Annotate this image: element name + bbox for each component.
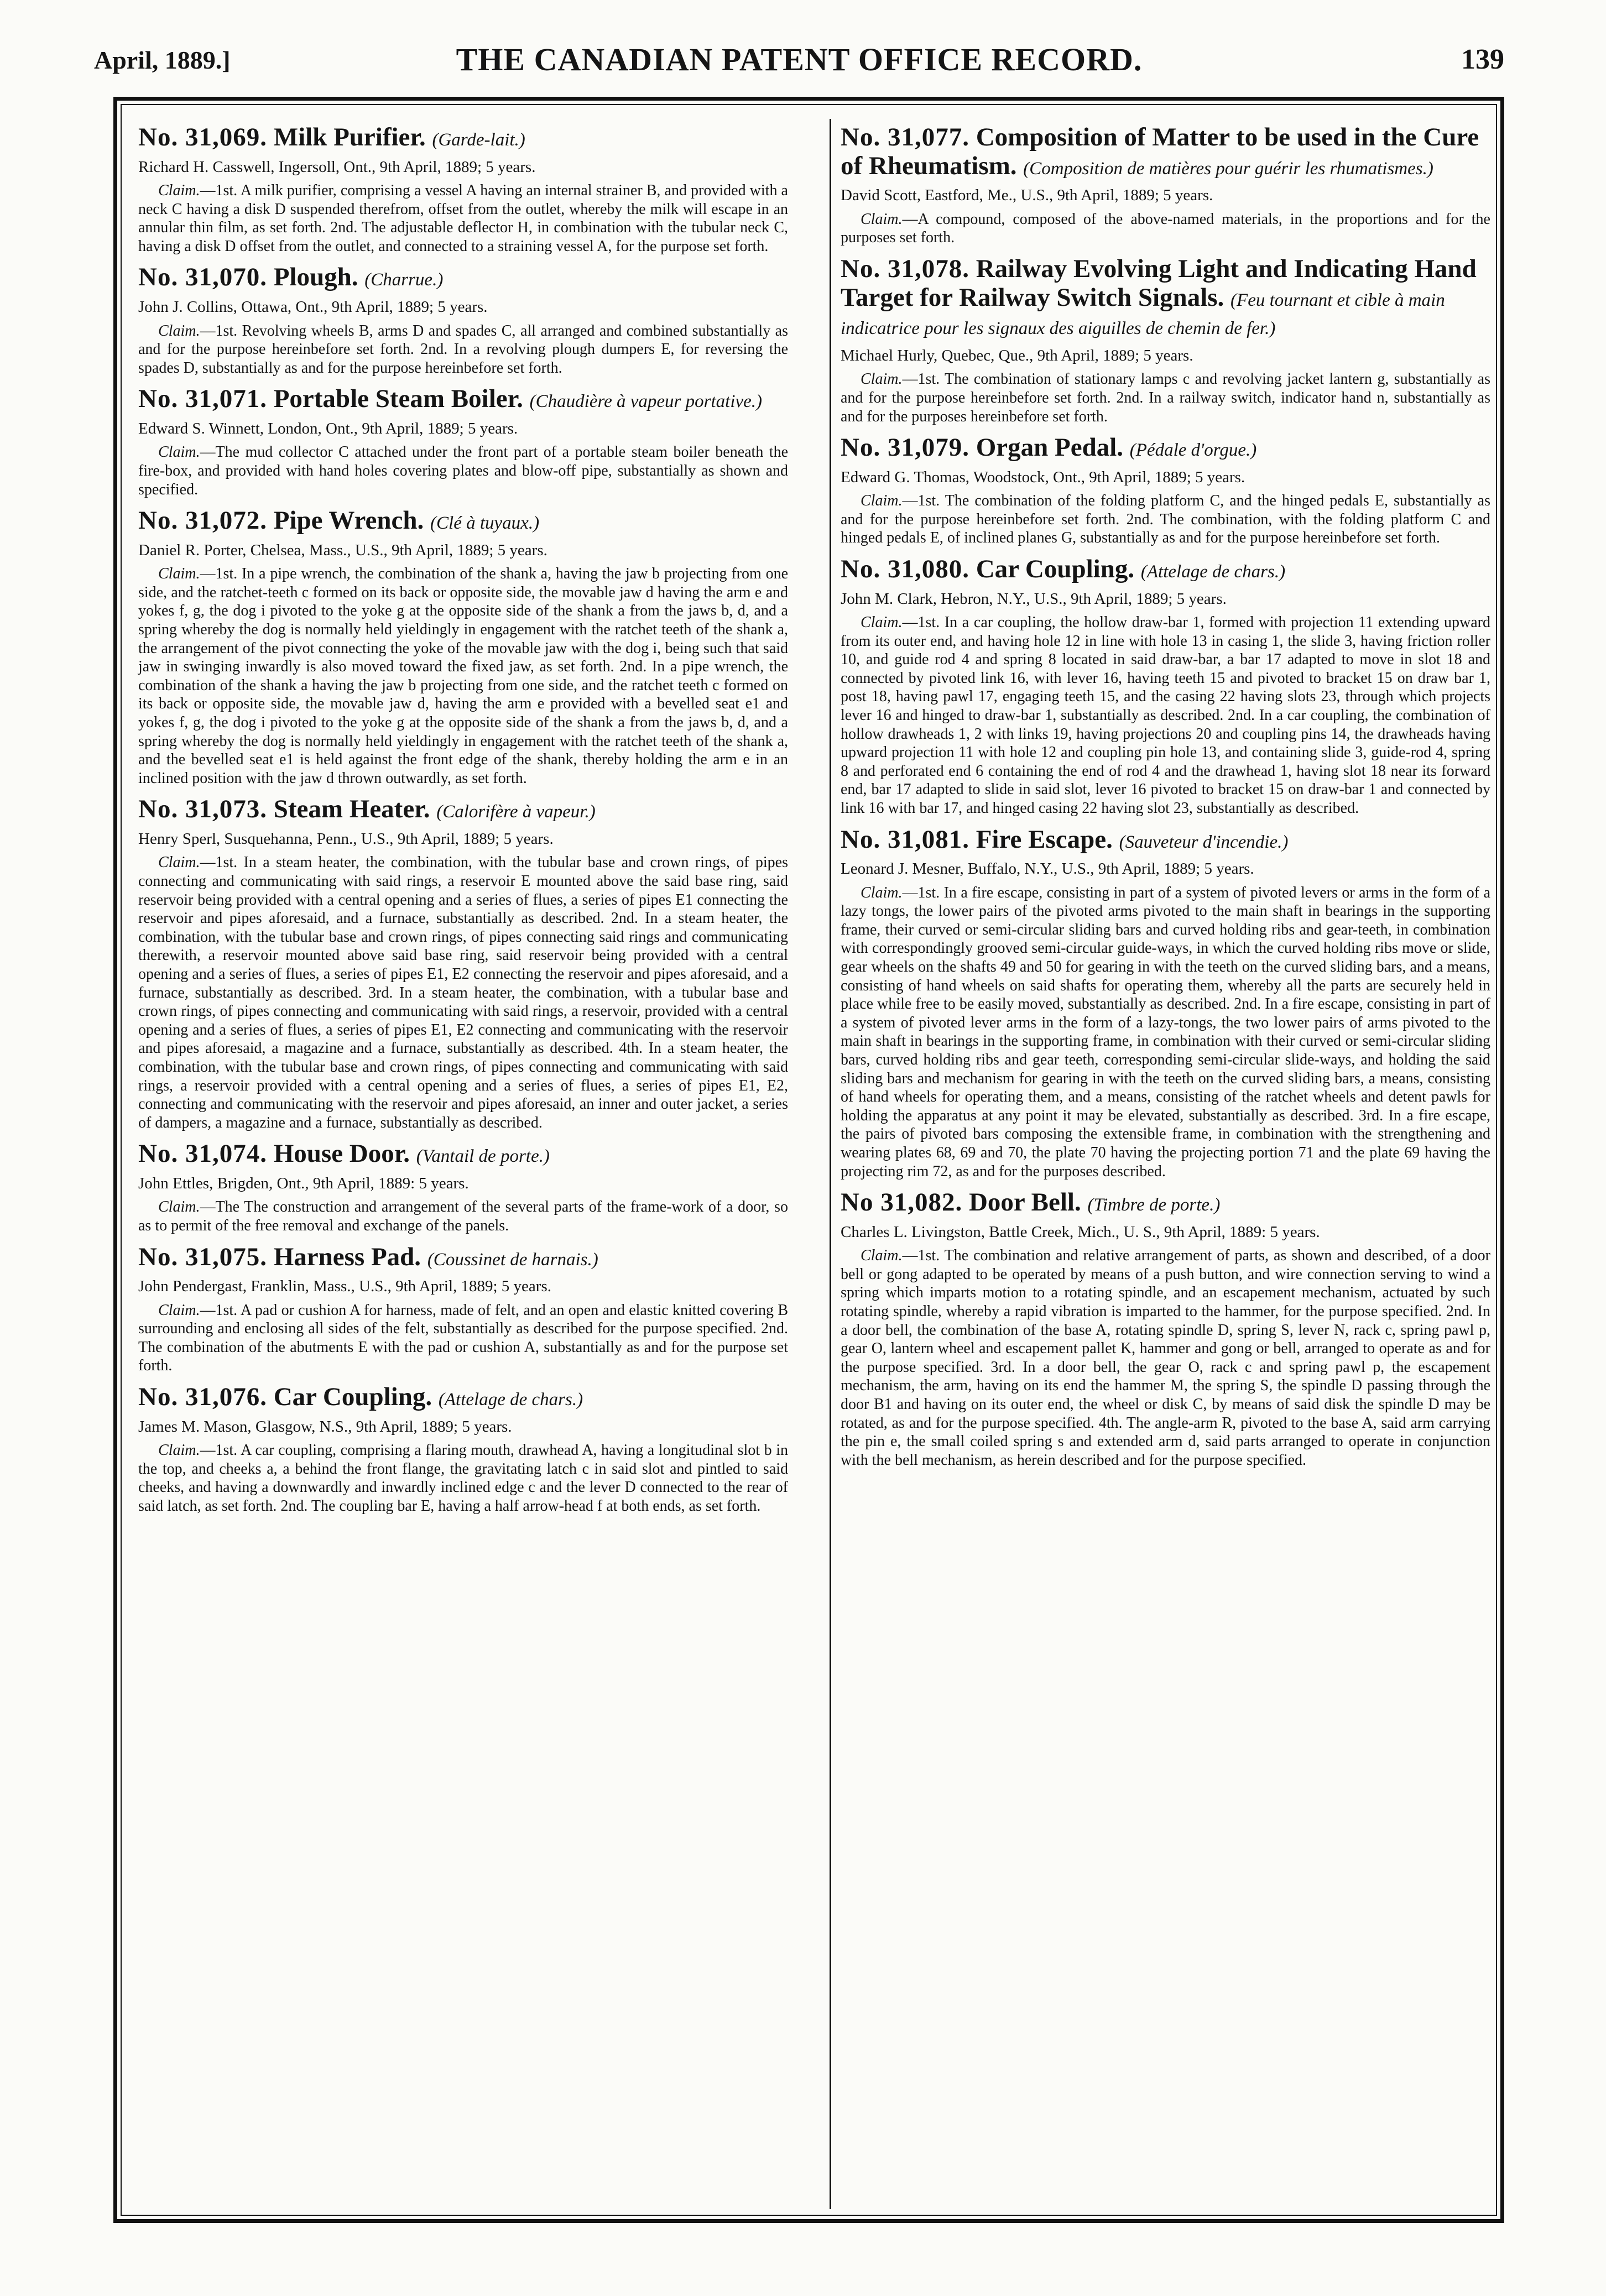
patent-heading (841, 555, 1490, 584)
patent-entry (138, 1140, 788, 1235)
claim-text (138, 443, 788, 499)
patent-number: No. 31,080. (841, 555, 969, 583)
patent-number: No. 31,070. (138, 263, 267, 292)
french-title: (Timbre de porte.) (1087, 1195, 1221, 1215)
claim-label: Claim. (158, 322, 200, 340)
patent-heading (841, 434, 1490, 462)
patent-title: Portable Steam Boiler. (273, 384, 523, 414)
claim-label: Claim. (861, 884, 903, 901)
inventor-line: Henry Sperl, Susquehanna, Penn., U.S., 9th April, 1889; 5 years. (138, 830, 554, 848)
patent-title: Car Coupling. (976, 555, 1135, 583)
french-title: (Charrue.) (364, 270, 444, 290)
claim-body: —1st. A milk purifier, comprising a vessel A having an internal strainer B, and provided with a neck C having a disk D suspended therefrom, offset from the outlet, whereby the milk will escape in an annular thin film, as set forth. 2nd. The adjustable deflector H, in combination with the tubular neck C, having a disk D offset from the outlet, and connected to a straining vessel A, for the purpose set forth. (138, 182, 788, 255)
french-title: (Attelage de chars.) (438, 1389, 583, 1410)
inventor-line: Richard H. Casswell, Ingersoll, Ont., 9th April, 1889; 5 years. (138, 158, 536, 176)
claim-text (841, 492, 1490, 547)
claim-text (841, 1246, 1490, 1469)
patent-number: No. 31,074. (138, 1139, 267, 1168)
claim-body: —1st. The combination and relative arrangement of parts, as shown and described, of a door bell or gong adapted to be operated by means of a push button, and wire connection serving to wind a spring which imparts motion to a rotating spindle, and an escapement mechanism, actuated by such rotating spindle, whereby a rapid vibration is imparted to the hammer, for the purpose specified. 2nd. In a door bell, the combination of the base A, rotating spindle D, spring S, lever N, rack c, spring pawl p, gear O, lantern wheel and escapement pallet K, hammer and gong or bell, arranged to operate as and for the purpose specified. 3rd. In a door bell, the gear O, rack c and spring pawl p, the escapement mechanism, the arm, having on its end the hammer M, the spring S, the spindle D passing through the door B1 and having on its outer end, the wheel or disk C, by means of said disk the spindle D may be rotated, as and for the purpose specified. 4th. The angle-arm R, pivoted to the base A, said arm carrying the pin e, the small coiled spring s and extended arm d, said parts arranged to operate in conjunction with the bell mechanism, as herein described and for the purpose specified. (841, 1247, 1490, 1469)
patent-number: No. 31,071. (138, 384, 267, 414)
patent-heading (138, 795, 788, 824)
patent-heading (138, 385, 788, 414)
patent-number: No. 31,079. (841, 433, 969, 462)
claim-label: Claim. (158, 182, 200, 200)
claim-label: Claim. (861, 492, 903, 510)
claim-body: —1st. The combination of stationary lamps c and revolving jacket lantern g, substantially as and for the purpose hereinbefore set forth. 2nd. In a railway switch, indicator hand n, substantially as and for the purposes hereinbefore set forth. (841, 371, 1490, 425)
inventor-line: John Ettles, Brigden, Ont., 9th April, 1889: 5 years. (138, 1174, 469, 1192)
claim-label: Claim. (861, 614, 903, 632)
patent-heading (138, 1383, 788, 1412)
french-title: (Sauveteur d'incendie.) (1119, 832, 1289, 852)
claim-body: —1st. In a fire escape, consisting in part of a system of pivoted levers or arms in the form of a lazy tongs, the lower pairs of the pivoted arms pivoted to the main shaft in bearings in the supporting frame, their curved or semi-circular sliding bars and curved holding ribs and gear-teeth, in combination with correspondingly grooved semi-circular guide-ways, in which the curved holding ribs move or slide, gear wheels on the shafts 49 and 50 for gearing in with the teeth on the curved sliding bars, and a means, consisting of hand wheels on said shafts for operating them, whereby all the parts are securely held in place while free to be easily moved, substantially as described. 2nd. In a fire escape, consisting in part of a system of pivoted lever arms in the form of a lazy-tongs, the two lower pairs of arms pivoted to the main shaft in bearings in the supporting frame, in combination with their curved or semi-circular sliding bars, curved holding ribs and gear teeth, corresponding semi-circular slide-ways, and holding the said sliding bars and mechanism for gearing in with the teeth on the curved sliding bars, a means, consisting of hand wheels for operating them, and a means, consisting of the ratchet wheels and detent pawls for holding the apparatus at any point it may be elevated, substantially as described. 3rd. In a fire escape, the pairs of pivoted bars composing the extensible frame, in combination with the strengthening and wearing plates 68, 69 and 70, the plate 70 having the projecting portion 71 and the plate 69 having the projecting rim 72, as and for the purposes described. (841, 884, 1490, 1180)
patent-number: No 31,082. (841, 1188, 963, 1217)
inventor-line: Edward S. Winnett, London, Ont., 9th April, 1889; 5 years. (138, 419, 518, 437)
patent-heading (841, 123, 1490, 180)
claim-label: Claim. (158, 1198, 200, 1216)
claim-text (841, 210, 1490, 247)
claim-text (138, 1301, 788, 1375)
patent-title: Fire Escape. (976, 825, 1113, 854)
french-title: (Vantail de porte.) (416, 1146, 550, 1167)
claim-text (841, 613, 1490, 818)
inventor-line: Michael Hurly, Quebec, Que., 9th April, 1889; 5 years. (841, 347, 1193, 364)
column-divider (830, 119, 831, 2209)
patent-title: Pipe Wrench. (273, 506, 424, 535)
patent-heading (138, 507, 788, 535)
claim-body: —1st. A pad or cushion A for harness, made of felt, and an open and elastic knitted covering B surrounding and enclosing all sides of the felt, substantially as described for the purpose specified. 2nd. The combination of the abutments E with the pad or cushion A, substantially as and for the purpose set forth. (138, 1301, 788, 1375)
claim-text (138, 1441, 788, 1515)
right-column (841, 119, 1490, 1477)
issue-date: April, 1889.] (94, 46, 231, 74)
claim-body: —1st. In a car coupling, the hollow draw-bar 1, formed with projection 11 extending upward from its outer end, and having hole 12 in line with hole 13 in casing 1, the slide 3, having friction roller 10, and guide rod 4 and spring 8 located in said draw-bar, a bar 17 adapted to move in slot 18 and connected by pivoted link 16, with lever 16, having teeth 15 and pivoted to bracket 15 on draw bar 1, post 18, having pawl 17, engaging teeth 15, and the casing 22 having slots 23, through which projects lever 16 and hinged to draw-bar 1, substantially as described. 2nd. In a car coupling, the combination of hollow drawheads 1, 2 with links 19, having projections 20 and coupling pins 14, the drawheads having upward projection 11 with hole 12 and coupling pin hole 13, and containing slide 3, guide-rod 4, spring 8 and perforated end 6 containing the end of rod 4 and the drawhead 1, having slot 18 near its forward end, bar 17 adapted to slide in said slot, lever 16 pivoted to bracket 15 on draw-bar 1 and connected by link 16 with bar 17, and hinged casing 22 having slot 23, substantially as described. (841, 614, 1490, 817)
patent-entry (841, 1188, 1490, 1469)
claim-label: Claim. (861, 1247, 903, 1265)
patent-title: Door Bell. (968, 1188, 1081, 1217)
patent-entry (138, 123, 788, 255)
claim-label: Claim. (158, 1301, 200, 1319)
inventor-line: John Pendergast, Franklin, Mass., U.S., 9th April, 1889; 5 years. (138, 1277, 551, 1296)
claim-label: Claim. (158, 854, 200, 872)
french-title: (Pédale d'orgue.) (1129, 440, 1257, 461)
patent-number: No. 31,069. (138, 123, 267, 152)
patent-number: No. 31,081. (841, 825, 969, 854)
patent-entry (841, 123, 1490, 247)
patent-title: Car Coupling. (273, 1382, 432, 1411)
publication-title: THE CANADIAN PATENT OFFICE RECORD. (456, 41, 1143, 77)
patent-entry (841, 434, 1490, 547)
claim-text (138, 853, 788, 1132)
inventor-line: James M. Mason, Glasgow, N.S., 9th April, 1889; 5 years. (138, 1417, 512, 1436)
patent-entry (138, 1243, 788, 1375)
patent-number: No. 31,077. (841, 123, 969, 152)
french-title: (Chaudière à vapeur portative.) (529, 392, 763, 412)
patent-entry (138, 1383, 788, 1515)
inventor-line: John M. Clark, Hebron, N.Y., U.S., 9th April, 1889; 5 years. (841, 589, 1227, 608)
patent-entry (138, 263, 788, 377)
claim-body: —1st. Revolving wheels B, arms D and spades C, all arranged and combined substantially as and for the purpose hereinbefore set forth. 2nd. In a revolving plough dumpers E, for reversing the spades D, substantially as and for the purpose hereinbefore set forth. (138, 322, 788, 377)
french-title: (Garde-lait.) (432, 130, 525, 150)
claim-text (138, 1198, 788, 1235)
patent-title: Organ Pedal. (976, 433, 1124, 462)
claim-text (841, 370, 1490, 426)
page-number: 139 (1461, 44, 1504, 75)
patent-number: No. 31,075. (138, 1242, 267, 1271)
french-title: (Feu tournant et cible à main indicatrice pour les signaux des aiguilles de chemin de fer.) (841, 290, 1445, 339)
claim-body: —The The construction and arrangement of the several parts of the frame-work of a door, so as to permit of the free removal and exchange of the panels. (138, 1198, 788, 1234)
claim-text (841, 884, 1490, 1181)
claim-body: —The mud collector C attached under the front part of a portable steam boiler beneath the fire-box, and provided with hand holes covering plates and blow-off pipe, substantially as shown and specified. (138, 443, 788, 498)
patent-entry (841, 255, 1490, 426)
patent-title: House Door. (273, 1139, 410, 1168)
inventor-line: David Scott, Eastford, Me., U.S., 9th April, 1889; 5 years. (841, 186, 1213, 205)
patent-title: Composition of Matter to be used in the Cure of Rheumatism. (841, 123, 1479, 180)
patent-heading (138, 263, 788, 292)
patent-title: Milk Purifier. (273, 123, 426, 152)
claim-label: Claim. (158, 1442, 200, 1459)
patent-number: No. 31,073. (138, 795, 267, 824)
patent-entry (138, 385, 788, 499)
patent-heading (841, 826, 1490, 854)
french-title: (Attelage de chars.) (1140, 562, 1286, 582)
inventor-line: Daniel R. Porter, Chelsea, Mass., U.S., 9th April, 1889; 5 years. (138, 541, 548, 559)
inventor-line: Leonard J. Mesner, Buffalo, N.Y., U.S., 9th April, 1889; 5 years. (841, 860, 1254, 878)
claim-text (138, 565, 788, 787)
claim-label: Claim. (861, 210, 903, 228)
patent-heading (138, 123, 788, 152)
claim-body: —A compound, composed of the above-named materials, in the proportions and for the purposes set forth. (841, 210, 1490, 247)
patent-number: No. 31,072. (138, 506, 267, 535)
claim-text (138, 181, 788, 255)
claim-body: —1st. In a pipe wrench, the combination of the shank a, having the jaw b projecting from one side, and the ratchet-teeth c formed on its back or opposite side, the movable jaw d having the arm e and yokes f, g, the dog i pivoted to the yoke g at the opposite side of the shank a from the jaws b, d, and a spring whereby the dog is normally held yieldingly in engagement with the ratchet teeth of the shank a, the arrangement of the pivot connecting the yoke of the movable jaw with the dog i, being such that said jaw in swinging inwardly is also moved toward the fixed jaw, as set forth. 2nd. In a pipe wrench, the combination of the shank a having the jaw b projecting from one side, and the ratchet teeth c formed on its back or opposite side, the movable jaw d, having the arm e provided with a bevelled seat e1 and yokes f, g, the dog i pivoted to the yoke g at the opposite side of the shank a from the jaws b, d, and a spring whereby the dog is normally held yieldingly in engagement with the ratchet teeth of the shank a, and the bevelled seat e1 is held against the front edge of the shank, thereby holding the arm e in an inclined position with the jaw d thrown outwardly, as set forth. (138, 565, 788, 787)
patent-heading (841, 1188, 1490, 1217)
french-title: (Composition de matières pour guérir les rhumatismes.) (1023, 158, 1433, 179)
claim-text (138, 322, 788, 378)
page-header (94, 35, 1504, 85)
patent-number: No. 31,076. (138, 1382, 267, 1411)
patent-heading (138, 1243, 788, 1272)
patent-entry (138, 507, 788, 787)
claim-body: —1st. The combination of the folding platform C, and the hinged pedals E, substantially as and for the purpose hereinbefore set forth. 2nd. The combination, with the folding platform C and hinged pedals E, of inclined planes G, substantially as and for the purpose hereinbefore set forth. (841, 492, 1490, 547)
patent-entry (138, 795, 788, 1132)
left-column (138, 119, 788, 1523)
claim-body: —1st. In a steam heater, the combination, with the tubular base and crown rings, of pipes connecting and communicating with said rings, a reservoir E mounted above the said base ring, said reservoir being provided with a central opening and a series of flues, a series of pipes E1 connecting the reservoir and pipes aforesaid, and a furnace, substantially as described. 2nd. In a steam heater, the combination, with the tubular base and crown rings, of pipes connecting said rings and communicating therewith, a reservoir mounted above said base ring, said reservoir being provided with a central opening and a series of flues, a series of pipes E1, E2 connecting the reservoir and pipes aforesaid, and a furnace, substantially as described. 3rd. In a steam heater, the combination, with a tubular base and crown rings, of pipes connecting and communicating with said rings, a reservoir, provided with a central opening and a series of flues, a series of pipes E1, E2 connecting and communicating with the reservoir and pipes aforesaid, a magazine and a furnace, substantially as described. 4th. In a steam heater, the combination, with the tubular base and crown rings, of pipes connecting and communicating with said rings, a reservoir provided with a central opening and a series of flues, a series of pipes E1, E2, connecting and communicating with the reservoir and pipes aforesaid, an inner and outer jacket, a series of dampers, a magazine and a furnace, substantially as described. (138, 854, 788, 1131)
patent-entry (841, 555, 1490, 818)
french-title: (Coussinet de harnais.) (427, 1249, 598, 1270)
patent-title: Plough. (273, 263, 358, 292)
inventor-line: John J. Collins, Ottawa, Ont., 9th April, 1889; 5 years. (138, 298, 488, 316)
patent-heading (841, 255, 1490, 341)
claim-label: Claim. (861, 371, 903, 388)
claim-label: Claim. (158, 565, 200, 583)
patent-entry (841, 826, 1490, 1181)
french-title: (Clé à tuyaux.) (430, 513, 540, 534)
claim-label: Claim. (158, 443, 200, 461)
inventor-line: Charles L. Livingston, Battle Creek, Mich., U. S., 9th April, 1889: 5 years. (841, 1223, 1320, 1241)
patent-title: Steam Heater. (273, 795, 430, 824)
patent-number: No. 31,078. (841, 254, 969, 283)
patent-title: Harness Pad. (273, 1242, 421, 1271)
patent-heading (138, 1140, 788, 1168)
patent-title: Railway Evolving Light and Indicating Hand Target for Railway Switch Signals. (841, 254, 1477, 312)
inventor-line: Edward G. Thomas, Woodstock, Ont., 9th April, 1889; 5 years. (841, 468, 1245, 486)
claim-body: —1st. A car coupling, comprising a flaring mouth, drawhead A, having a longitudinal slot b in the top, and cheeks a, a behind the front flange, the gravitating latch c in said slot and pintled to said cheeks, and having a downwardly and inwardly inclined edge c and the lever D connected to the rear of said latch, as set forth. 2nd. The coupling bar E, having a half arrow-head f at both ends, as set forth. (138, 1442, 788, 1515)
french-title: (Calorifère à vapeur.) (436, 802, 596, 822)
